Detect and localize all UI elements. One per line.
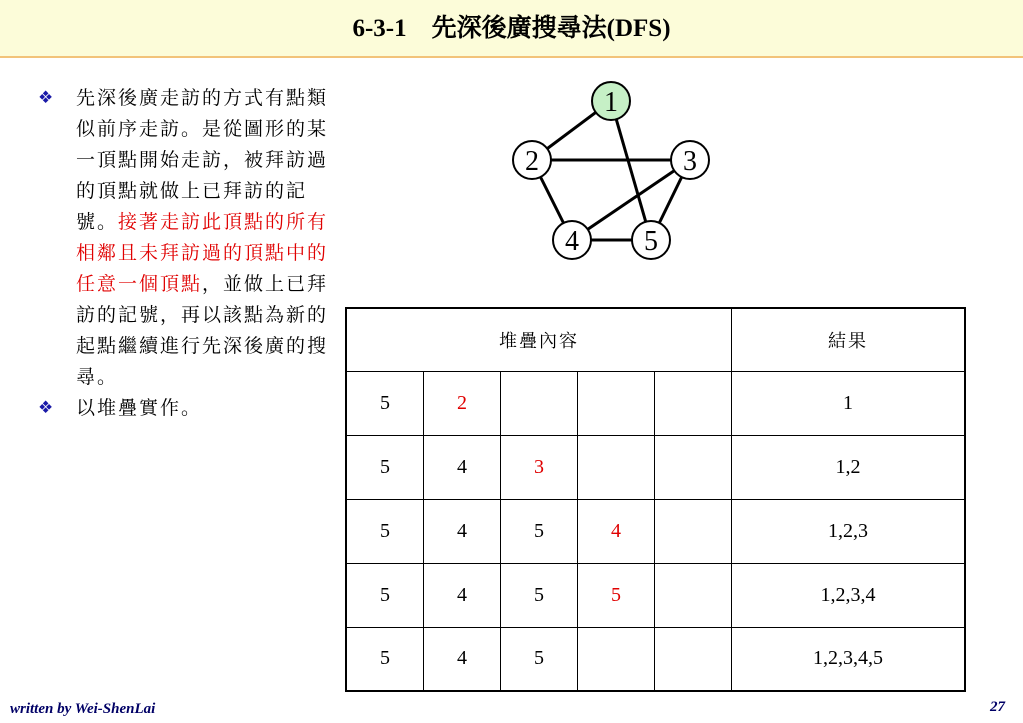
stack-cell: 5 [346, 627, 424, 691]
bullet-text: 以堆疊實作。 [76, 397, 203, 419]
result-cell: 1 [732, 371, 966, 435]
stack-cell [655, 371, 732, 435]
result-cell: 1,2,3 [732, 499, 966, 563]
diamond-bullet-icon: ❖ [38, 398, 54, 418]
graph-node-2 [513, 141, 551, 179]
footer-author: written by Wei-ShenLai [10, 701, 156, 717]
graph-node-label: 3 [683, 146, 697, 177]
result-cell: 1,2 [732, 435, 966, 499]
page-number: 27 [990, 699, 1005, 715]
stack-cell: 4 [424, 627, 501, 691]
stack-cell [578, 435, 655, 499]
bullet-list [38, 83, 338, 424]
bullet-item-stack [38, 393, 338, 424]
stack-cell [578, 371, 655, 435]
bullet-text-part2: ，並做上已拜訪的記號，再以該點為新的起點繼續進行先深後廣的搜尋。 [76, 273, 329, 388]
graph-node-4 [553, 221, 591, 259]
bullet-item-dfs-description [38, 83, 338, 393]
stack-cell: 5 [501, 627, 578, 691]
stack-cell [655, 627, 732, 691]
stack-cell: 5 [346, 435, 424, 499]
diamond-bullet-icon: ❖ [38, 88, 54, 108]
graph-nodes [513, 82, 709, 259]
stack-cell: 4 [424, 563, 501, 627]
table-row [346, 435, 965, 499]
stack-cell [501, 371, 578, 435]
table-row [346, 499, 965, 563]
graph-edges [532, 101, 690, 240]
bullet-text-part1: 先深後廣走訪的方式有點類似前序走訪。是從圖形的某一頂點開始走訪，被拜訪過的頂點就做上已拜訪的記號。 [76, 87, 329, 233]
edge-1-5 [611, 101, 651, 240]
stack-cell [655, 435, 732, 499]
graph-node-5 [632, 221, 670, 259]
stack-cell: 5 [346, 499, 424, 563]
stack-cell [655, 563, 732, 627]
table-row [346, 627, 965, 691]
result-cell: 1,2,3,4 [732, 563, 966, 627]
result-cell: 1,2,3,4,5 [732, 627, 966, 691]
stack-cell: 5 [578, 563, 655, 627]
table-row [346, 563, 965, 627]
graph-node-label: 1 [604, 87, 618, 118]
stack-cell: 5 [501, 563, 578, 627]
stack-cell [578, 627, 655, 691]
slide-title: 6-3-1 先深後廣搜尋法(DFS) [352, 15, 671, 42]
stack-cell: 5 [501, 499, 578, 563]
stack-table [345, 307, 966, 692]
stack-cell: 4 [578, 499, 655, 563]
stack-cell [655, 499, 732, 563]
graph-node-label: 4 [565, 226, 579, 257]
graph-node-3 [671, 141, 709, 179]
header-stack-content: 堆疊內容 [346, 308, 732, 371]
title-bar [0, 0, 1023, 58]
graph-node-label: 5 [644, 226, 658, 257]
graph-diagram [490, 72, 730, 272]
graph-node-label: 2 [525, 146, 539, 177]
header-result: 結果 [732, 308, 966, 371]
stack-cell: 5 [346, 563, 424, 627]
graph-node-1 [592, 82, 630, 120]
table-header-row [346, 308, 965, 371]
stack-cell: 5 [346, 371, 424, 435]
bullet-text-highlight: 接著走訪此頂點的所有相鄰且未拜訪過的頂點中的任意一個頂點 [76, 211, 329, 295]
stack-cell: 4 [424, 435, 501, 499]
stack-cell: 4 [424, 499, 501, 563]
stack-cell: 3 [501, 435, 578, 499]
stack-cell: 2 [424, 371, 501, 435]
table-row [346, 371, 965, 435]
